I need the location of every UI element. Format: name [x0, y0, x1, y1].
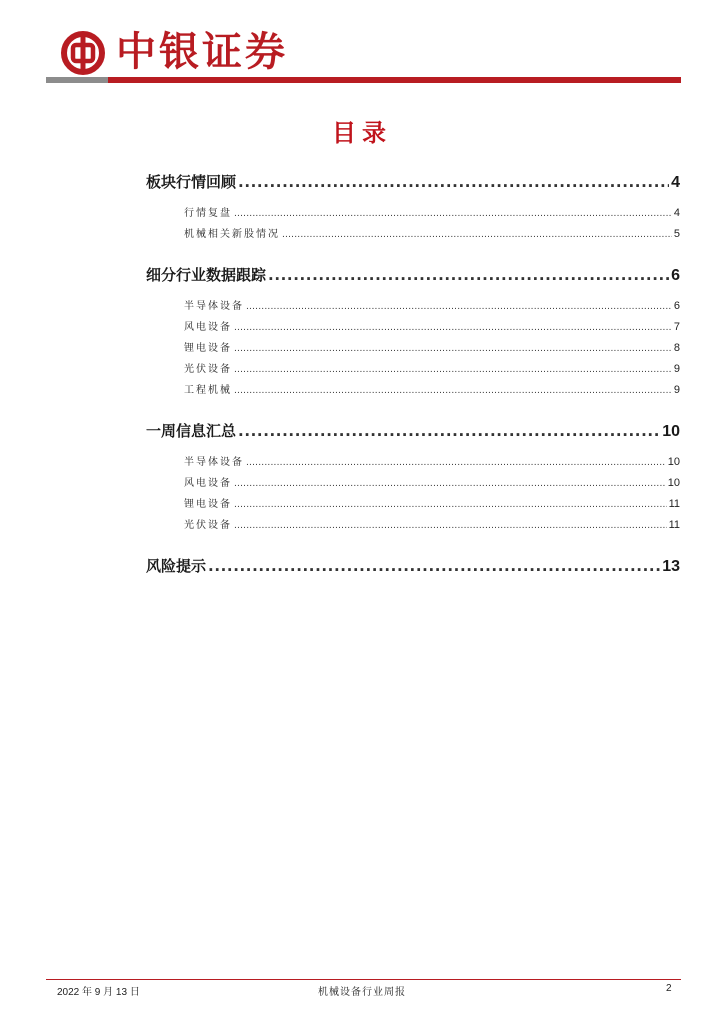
toc-section[interactable]	[146, 555, 680, 577]
toc-item[interactable]	[146, 317, 680, 338]
table-of-contents	[146, 168, 680, 577]
toc-leader-dots	[234, 204, 672, 224]
toc-leader-dots	[234, 381, 672, 401]
toc-item-page: 10	[667, 477, 680, 489]
toc-leader-dots	[246, 297, 672, 317]
toc-title: 目录	[332, 119, 392, 147]
toc-leader-dots	[234, 474, 666, 494]
toc-section-page: 13	[662, 558, 680, 575]
footer-rule	[46, 979, 681, 980]
toc-item-page: 9	[673, 384, 680, 396]
header-rule-red	[108, 77, 681, 83]
brand-name: 中银证券	[116, 28, 288, 75]
toc-item-label: 风电设备	[184, 478, 232, 489]
toc-item[interactable]	[146, 380, 680, 401]
toc-item-label: 工程机械	[184, 385, 232, 396]
toc-item-page: 4	[673, 207, 680, 219]
toc-section-label: 细分行业数据跟踪	[146, 266, 267, 284]
toc-section[interactable]	[146, 171, 680, 193]
toc-section[interactable]	[146, 264, 680, 286]
toc-item-page: 10	[667, 456, 680, 468]
toc-item-page: 7	[673, 321, 680, 333]
toc-section[interactable]	[146, 420, 680, 442]
footer-report-title: 机械设备行业周报	[318, 987, 406, 998]
footer-date: 2022 年 9 月 13 日	[57, 987, 140, 998]
footer-page-number: 2	[666, 983, 672, 994]
toc-leader-dots	[238, 171, 669, 193]
toc-section-page: 4	[671, 174, 680, 191]
toc-leader-dots	[282, 225, 672, 245]
toc-item[interactable]	[146, 494, 680, 515]
toc-item-page: 5	[673, 228, 680, 240]
toc-section-page: 6	[671, 267, 680, 284]
toc-leader-dots	[234, 318, 672, 338]
toc-item-label: 行情复盘	[184, 208, 232, 219]
toc-item-label: 风电设备	[184, 322, 232, 333]
toc-leader-dots	[246, 453, 666, 473]
toc-item[interactable]	[146, 359, 680, 380]
toc-item[interactable]	[146, 338, 680, 359]
toc-item[interactable]	[146, 473, 680, 494]
toc-section-label: 板块行情回顾	[146, 173, 237, 191]
toc-item-page: 11	[668, 498, 680, 510]
page-header	[0, 0, 724, 90]
toc-section-label: 风险提示	[146, 557, 207, 575]
toc-leader-dots	[234, 495, 667, 515]
toc-item-label: 光伏设备	[184, 520, 232, 531]
toc-item-page: 6	[673, 300, 680, 312]
toc-section-page: 10	[662, 423, 680, 440]
toc-leader-dots	[208, 555, 660, 577]
toc-item-label: 锂电设备	[184, 499, 232, 510]
toc-item[interactable]	[146, 452, 680, 473]
toc-leader-dots	[268, 264, 669, 286]
toc-item-label: 半导体设备	[184, 301, 244, 312]
toc-item-label: 光伏设备	[184, 364, 232, 375]
toc-leader-dots	[234, 516, 667, 536]
toc-item[interactable]	[146, 203, 680, 224]
bank-of-china-logo-icon	[60, 30, 106, 76]
toc-item[interactable]	[146, 296, 680, 317]
toc-item-page: 8	[673, 342, 680, 354]
toc-leader-dots	[234, 360, 672, 380]
toc-item[interactable]	[146, 224, 680, 245]
toc-leader-dots	[238, 420, 660, 442]
toc-item-label: 锂电设备	[184, 343, 232, 354]
toc-item-label: 机械相关新股情况	[184, 229, 280, 240]
toc-leader-dots	[234, 339, 672, 359]
toc-item-label: 半导体设备	[184, 457, 244, 468]
toc-item-page: 9	[673, 363, 680, 375]
toc-section-label: 一周信息汇总	[146, 422, 237, 440]
toc-item-page: 11	[668, 519, 680, 531]
header-rule-gray	[46, 77, 108, 83]
toc-item[interactable]	[146, 515, 680, 536]
